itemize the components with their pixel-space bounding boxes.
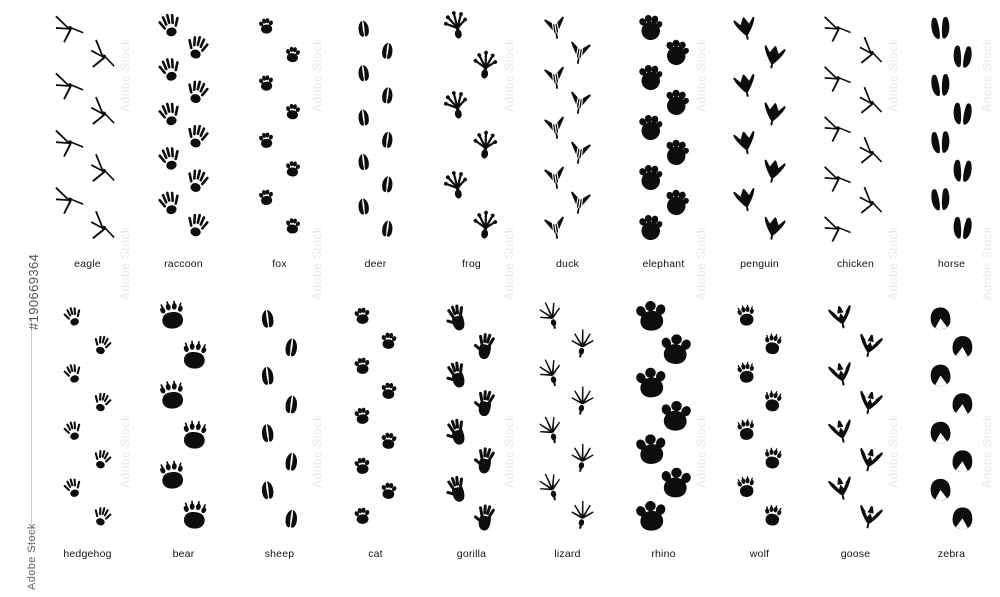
track-label-wolf: wolf [749, 548, 770, 560]
watermark-text: Adobe Stock [118, 226, 132, 300]
track-column-wolf [712, 298, 807, 576]
footprint-trail-eagle-icon [40, 8, 135, 256]
track-label-goose: goose [840, 548, 871, 560]
track-column-raccoon [136, 8, 231, 286]
watermark-text: Adobe Stock [310, 226, 324, 300]
watermark-text: Adobe Stock [310, 38, 324, 112]
watermark-text: Adobe Stock [502, 226, 516, 300]
track-label-bear: bear [172, 548, 195, 560]
track-column-deer [328, 8, 423, 286]
track-label-sheep: sheep [264, 548, 295, 560]
footprint-trail-duck-icon [520, 8, 615, 256]
footprint-trail-bear-icon [136, 298, 231, 546]
footprint-trail-deer-icon [328, 8, 423, 256]
watermark-text: Adobe Stock [886, 414, 900, 488]
track-label-penguin: penguin [740, 258, 779, 270]
track-label-chicken: chicken [836, 258, 874, 270]
footprint-trail-wolf-icon [712, 298, 807, 546]
watermark-text: Adobe Stock [886, 226, 900, 300]
track-label-fox: fox [272, 258, 287, 270]
track-label-elephant: elephant [642, 258, 685, 270]
track-column-chicken [808, 8, 903, 286]
track-label-raccoon: raccoon [164, 258, 203, 270]
footprint-trail-fox-icon [232, 8, 327, 256]
footprint-trail-gorilla-icon [424, 298, 519, 546]
watermark-text: Adobe Stock [694, 38, 708, 112]
track-label-rhino: rhino [651, 548, 676, 560]
watermark-text: Adobe Stock [980, 38, 994, 112]
track-label-eagle: eagle [74, 258, 101, 270]
tracks-row [40, 8, 995, 286]
stock-id-number: #190669364 [26, 253, 41, 330]
track-label-hedgehog: hedgehog [63, 548, 112, 560]
track-label-gorilla: gorilla [456, 548, 487, 560]
track-column-lizard [520, 298, 615, 576]
track-label-lizard: lizard [554, 548, 581, 560]
footprint-trail-rhino-icon [616, 298, 711, 546]
footprint-trail-sheep-icon [232, 298, 327, 546]
track-column-horse [904, 8, 999, 286]
track-label-frog: frog [462, 258, 481, 270]
watermark-text: Adobe Stock [502, 38, 516, 112]
footprint-trail-zebra-icon [904, 298, 999, 546]
tracks-row [40, 298, 995, 576]
track-column-fox [232, 8, 327, 286]
footprint-trail-cat-icon [328, 298, 423, 546]
watermark-text: Adobe Stock [502, 414, 516, 488]
watermark-text: Adobe Stock [980, 226, 994, 300]
track-label-zebra: zebra [937, 548, 966, 560]
footprint-trail-hedgehog-icon [40, 298, 135, 546]
track-label-deer: deer [364, 258, 387, 270]
watermark-text: Adobe Stock [694, 414, 708, 488]
track-column-penguin [712, 8, 807, 286]
track-column-goose [808, 298, 903, 576]
footprint-trail-penguin-icon [712, 8, 807, 256]
track-label-horse: horse [937, 258, 966, 270]
stock-id-brand: Adobe Stock [26, 523, 38, 590]
footprint-trail-goose-icon [808, 298, 903, 546]
track-column-eagle [40, 8, 135, 286]
track-column-zebra [904, 298, 999, 576]
track-column-duck [520, 8, 615, 286]
footprint-trail-lizard-icon [520, 298, 615, 546]
footprint-trail-horse-icon [904, 8, 999, 256]
track-column-elephant [616, 8, 711, 286]
footprint-trail-chicken-icon [808, 8, 903, 256]
footprint-trail-elephant-icon [616, 8, 711, 256]
footprint-trail-frog-icon [424, 8, 519, 256]
footprint-trail-raccoon-icon [136, 8, 231, 256]
track-column-cat [328, 298, 423, 576]
track-column-sheep [232, 298, 327, 576]
track-label-cat: cat [368, 548, 383, 560]
watermark-text: Adobe Stock [886, 38, 900, 112]
tracks-grid [40, 8, 995, 588]
watermark-text: Adobe Stock [694, 226, 708, 300]
track-column-hedgehog [40, 298, 135, 576]
stock-id-rule [31, 318, 32, 550]
track-column-frog [424, 8, 519, 286]
watermark-text: Adobe Stock [118, 38, 132, 112]
watermark-text: Adobe Stock [980, 414, 994, 488]
track-column-gorilla [424, 298, 519, 576]
watermark-text: Adobe Stock [118, 414, 132, 488]
track-column-bear [136, 298, 231, 576]
stock-id-bar [10, 0, 41, 597]
watermark-text: Adobe Stock [310, 414, 324, 488]
track-column-rhino [616, 298, 711, 576]
track-label-duck: duck [556, 258, 579, 270]
